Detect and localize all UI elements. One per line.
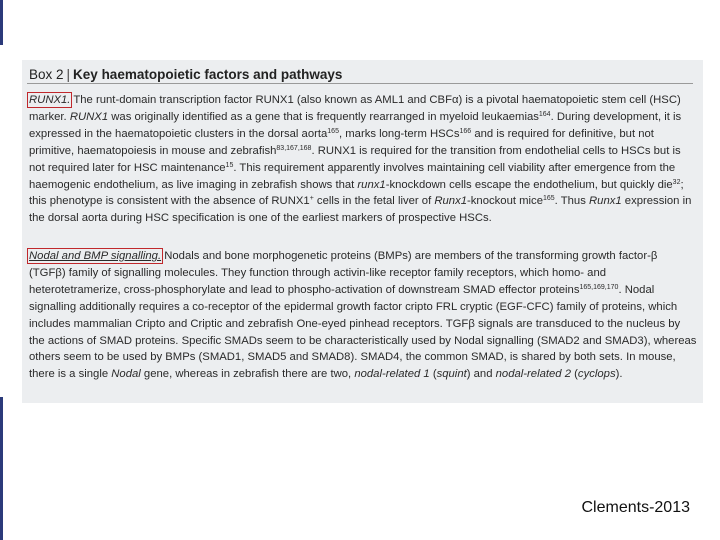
- text-span: . Nodal signalling additionally requires a co-receptor of the epidermal growth factor cripto FRL cryptic (EGF-CFC) family of proteins, which includes mammalian Cripto and Criptic and zebrafish One-eyed pinhead receptors. TGFβ signals are transduced to the nucleus by the actions of SMAD proteins. Specific SMADs seem to be characteristically used by Nodal signalling (SMAD2 and SMAD3), whereas others seem to be used by BMPs (SMAD1, SMAD5 and SMAD8). SMAD4, the common SMAD, is shared by both sets. In mouse, there is a single: [29, 283, 697, 381]
- gene-name: Nodal: [111, 368, 141, 381]
- text-span: (: [429, 368, 437, 381]
- box-separator: |: [66, 67, 71, 82]
- reference: 32: [672, 178, 681, 186]
- box-heading: [29, 66, 342, 84]
- text-span: ).: [615, 368, 623, 381]
- superscript-plus: +: [309, 195, 314, 203]
- slide-edge-top-left: [0, 0, 3, 45]
- text-span: (: [571, 368, 578, 381]
- paragraph-runx1: [29, 92, 697, 227]
- slide-edge-bottom-left: [0, 397, 3, 540]
- reference: 83,167,168: [276, 144, 312, 152]
- nodal-bmp-heading-highlighted: Nodal and BMP signalling.: [29, 250, 162, 262]
- text-span: . During development, it is expressed in the haematopoietic clusters in the dorsal aorta: [29, 110, 682, 140]
- text-span: -knockdown cells escape the endothelium, but quickly die: [385, 178, 673, 191]
- gene-name: nodal-related 1: [354, 368, 430, 381]
- text-span: and is required for definitive, but not primitive, haematopoiesis in mouse and zebrafish: [29, 127, 654, 157]
- gene-name: Runx1: [434, 195, 468, 208]
- reference: 165,169,170: [579, 283, 619, 291]
- gene-name: runx1: [357, 178, 386, 191]
- text-span: ; this phenotype is consistent with the absence of RUNX1: [29, 178, 684, 208]
- reference: 165: [327, 127, 339, 135]
- gene-name: cyclops: [577, 368, 616, 381]
- text-span: expression in the dorsal aorta during HSC specification is one of the earliest markers of prospective HSCs.: [29, 195, 692, 225]
- text-span: was originally identified as a gene that is frequently rearranged in myeloid leukaemias: [108, 110, 539, 123]
- text-span: . RUNX1 is required for the transition from endothelial cells to HSCs but is not required later for HSC maintenance: [29, 144, 681, 174]
- reference: 165: [542, 195, 555, 203]
- paragraph-nodal-bmp: [29, 248, 697, 383]
- text-span: -knockout mice: [467, 195, 543, 208]
- text-span: . This requirement apparently involves maintaining cell viability after emergence from the haemogenic endothelium, as live imaging in zebrafish shows that: [29, 161, 676, 191]
- runx1-heading-highlighted: RUNX1.: [29, 94, 71, 106]
- reference: 166: [459, 127, 472, 135]
- gene-name: RUNX1: [69, 110, 109, 123]
- gene-name: Runx1: [589, 195, 622, 208]
- gene-name: nodal-related 2: [495, 368, 572, 381]
- box-title: Key haematopoietic factors and pathways: [73, 67, 343, 82]
- citation-credit: Clements-2013: [581, 499, 690, 516]
- text-span: gene, whereas in zebrafish there are two,: [140, 368, 355, 381]
- box-number: Box 2: [29, 67, 64, 82]
- gene-name: squint: [436, 368, 467, 381]
- reference: 164: [538, 110, 551, 118]
- heading-rule: [27, 83, 693, 84]
- text-span: , marks long-term HSCs: [338, 127, 460, 140]
- text-span: ) and: [466, 368, 496, 381]
- text-span: Nodals and bone morphogenetic proteins (BMPs) are members of the transforming growth factor-β (TGFβ) family of signalling molecules. They function through activin-like receptor family receptors, which homo- and heterotetramerize, cross-phosphorylate and lead to phospho-activation of downstream SMAD effector proteins: [29, 250, 658, 296]
- text-span: cells in the fetal liver of: [313, 195, 435, 208]
- reference: 15: [225, 161, 234, 169]
- text-span: The runt-domain transcription factor RUNX1 (also known as AML1 and CBFα) is a pivotal haematopoietic stem cell (HSC) marker.: [29, 94, 681, 123]
- text-span: . Thus: [554, 195, 589, 208]
